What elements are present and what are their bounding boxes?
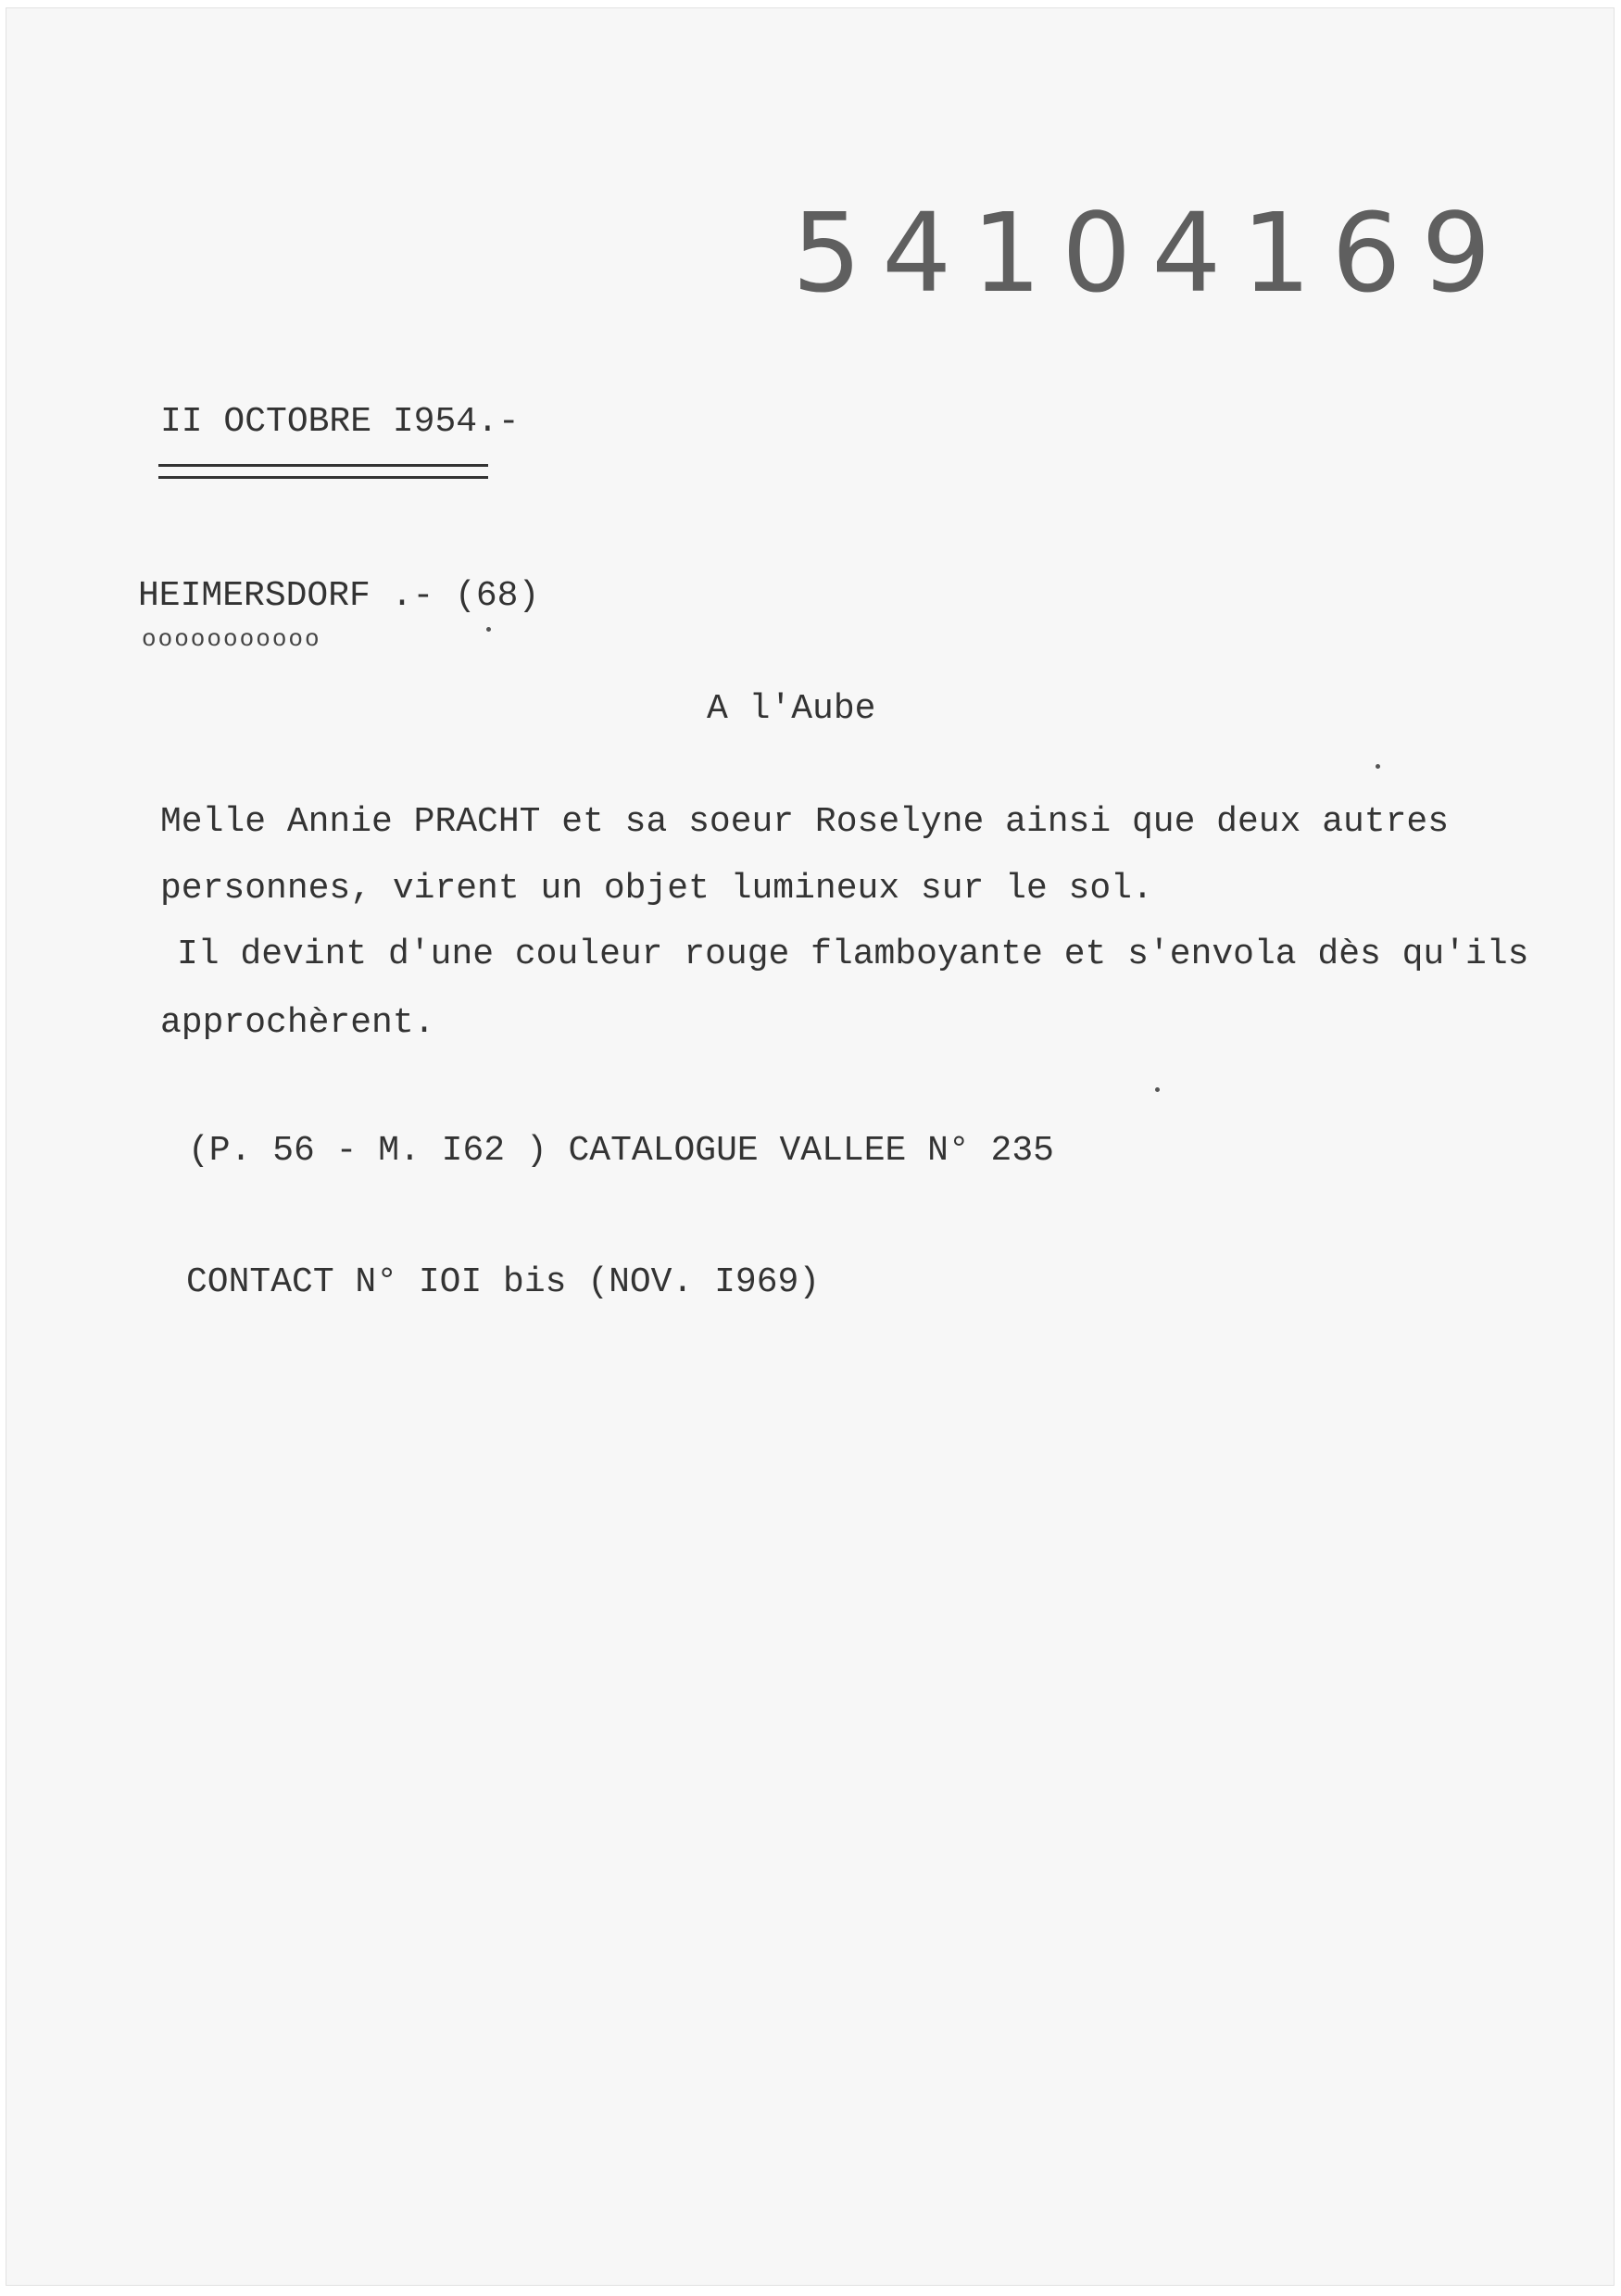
- date-underline: [158, 464, 488, 479]
- paragraph-line: personnes, virent un objet lumineux sur le sol.: [160, 869, 1153, 909]
- paragraph-line: approchèrent.: [160, 1003, 435, 1043]
- document-date: II OCTOBRE I954.-: [160, 402, 520, 442]
- paragraph-line: Melle Annie PRACHT et sa soeur Roselyne ainsi que deux autres: [160, 802, 1450, 842]
- catalogue-reference: (P. 56 - M. I62 ) CATALOGUE VALLEE N° 235: [188, 1131, 1054, 1171]
- ink-speck: [1376, 764, 1380, 769]
- contact-reference: CONTACT N° IOI bis (NOV. I969): [186, 1262, 821, 1302]
- location-heading: HEIMERSDORF .- (68): [138, 576, 540, 616]
- location-underline: ooooooooooo: [142, 625, 321, 653]
- time-of-day: A l'Aube: [707, 689, 876, 729]
- document-sheet: [6, 7, 1615, 2286]
- stamp-number: 54104169: [792, 189, 1512, 317]
- paragraph-line: Il devint d'une couleur rouge flamboyante et s'envola dès qu'ils: [177, 935, 1529, 974]
- ink-speck: [486, 627, 491, 632]
- ink-speck: [1155, 1087, 1160, 1092]
